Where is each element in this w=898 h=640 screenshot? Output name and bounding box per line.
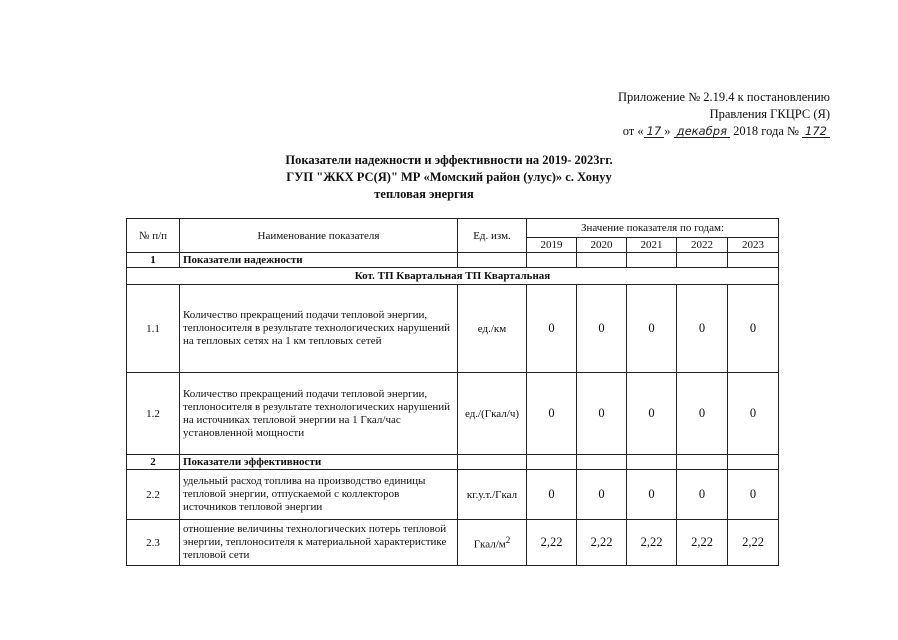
row-num: 2.3	[127, 520, 180, 566]
header-year-2020: 2020	[577, 238, 627, 253]
section-1-num: 1	[127, 253, 180, 268]
row-unit-cell	[458, 520, 527, 566]
row-value-2022: 0	[677, 470, 728, 520]
row-value-2022: 0	[677, 285, 728, 373]
row-value-2019: 2,22	[527, 520, 577, 566]
row-num: 1.2	[127, 373, 180, 455]
header-year-2022: 2022	[677, 238, 728, 253]
header-line-2: Правления ГКЦРС (Я)	[709, 107, 830, 121]
row-value-2019: 0	[527, 373, 577, 455]
row-value-2023: 0	[728, 373, 779, 455]
row-unit: ед./км	[458, 285, 527, 373]
header-num: № п/п	[127, 219, 180, 253]
row-num: 1.1	[127, 285, 180, 373]
table-header-row-1	[127, 219, 779, 238]
row-value-2020: 0	[577, 285, 627, 373]
row-value-2020: 0	[577, 373, 627, 455]
table-row	[127, 520, 779, 566]
row-value-2019: 0	[527, 470, 577, 520]
header-unit: Ед. изм.	[458, 219, 527, 253]
indicators-table	[126, 218, 779, 566]
row-name: Количество прекращений подачи тепловой энергии, теплоносителя в результате технологических нарушений на тепловых сетях на 1 км тепловых сетей	[180, 285, 458, 373]
header-year-2023: 2023	[728, 238, 779, 253]
row-num: 2.2	[127, 470, 180, 520]
row-unit-superscript: 2	[505, 534, 511, 545]
handwritten-day: 17	[644, 125, 665, 138]
header-name: Наименование показателя	[180, 219, 458, 253]
row-value-2023: 0	[728, 285, 779, 373]
title-line-2: ГУП "ЖКХ РС(Я)" МР «Момский район (улус)» с. Хонуу	[286, 170, 612, 184]
handwritten-month: декабря	[674, 125, 730, 138]
header-from: от «	[622, 124, 644, 138]
row-value-2023: 0	[728, 470, 779, 520]
row-value-2022: 0	[677, 373, 728, 455]
header-line-3	[618, 123, 830, 140]
header-line-1: Приложение № 2.19.4 к постановлению	[618, 90, 830, 104]
row-unit: Гкал/м	[473, 538, 506, 551]
section-2-name: Показатели эффективности	[180, 455, 458, 470]
row-value-2021: 0	[627, 470, 677, 520]
header-year-2019: 2019	[527, 238, 577, 253]
row-value-2020: 2,22	[577, 520, 627, 566]
row-value-2019: 0	[527, 285, 577, 373]
table-row	[127, 285, 779, 373]
header-year-2021: 2021	[627, 238, 677, 253]
document-title	[0, 152, 898, 203]
section-reliability-row	[127, 253, 779, 268]
row-name: Количество прекращений подачи тепловой энергии, теплоносителя в результате технологических нарушений на источниках тепловой энергии на 1 Гкал/час установленной мощности	[180, 373, 458, 455]
document-header	[618, 89, 830, 140]
table-row	[127, 373, 779, 455]
row-value-2021: 0	[627, 285, 677, 373]
row-value-2021: 2,22	[627, 520, 677, 566]
section-2-num: 2	[127, 455, 180, 470]
row-name: отношение величины технологических потерь тепловой энергии, теплоносителя к материальной характеристике тепловой сети	[180, 520, 458, 566]
header-values: Значение показателя по годам:	[527, 219, 779, 238]
boiler-name: Кот. ТП Квартальная ТП Квартальная	[127, 268, 779, 285]
section-1-name: Показатели надежности	[180, 253, 458, 268]
row-value-2020: 0	[577, 470, 627, 520]
header-mid: »	[664, 124, 671, 138]
row-unit: ед./(Гкал/ч)	[458, 373, 527, 455]
row-value-2022: 2,22	[677, 520, 728, 566]
boiler-row	[127, 268, 779, 285]
table-row	[127, 470, 779, 520]
title-line-1: Показатели надежности и эффективности на 2019- 2023гг.	[285, 153, 613, 167]
row-name: удельный расход топлива на производство единицы тепловой энергии, отпускаемой с коллекторов источников тепловой энергии	[180, 470, 458, 520]
section-efficiency-row	[127, 455, 779, 470]
row-value-2023: 2,22	[728, 520, 779, 566]
title-line-3: тепловая энергия	[374, 187, 474, 201]
header-year-text: 2018 года №	[733, 124, 799, 138]
row-unit: кг.у.т./Гкал	[458, 470, 527, 520]
handwritten-number: 172	[802, 125, 830, 138]
row-value-2021: 0	[627, 373, 677, 455]
